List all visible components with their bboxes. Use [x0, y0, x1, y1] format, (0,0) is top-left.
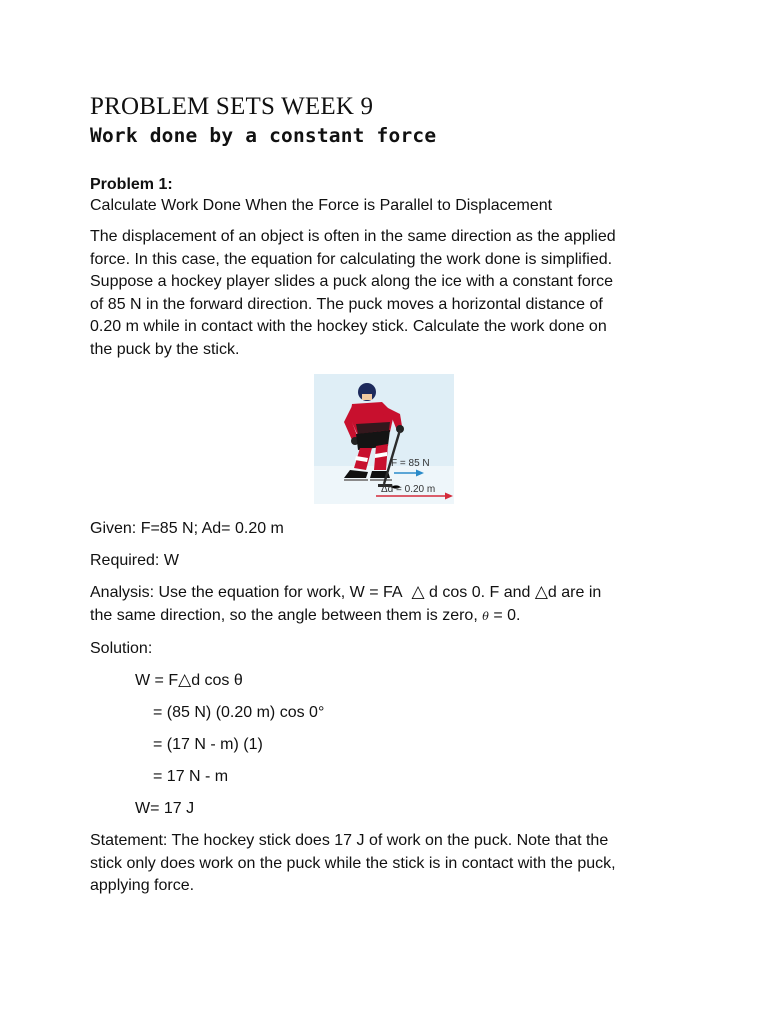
analysis-text: = 0.	[493, 606, 521, 624]
intro-line: Suppose a hockey player slides a puck along the ice with a constant force	[90, 273, 613, 290]
document-page	[90, 92, 680, 898]
statement-line: Statement: The hockey stick does 17 J of work on the puck. Note that the	[90, 832, 609, 849]
analysis-line-2	[90, 605, 680, 629]
hockey-figure	[314, 374, 454, 504]
analysis-text: d cos 0. F and	[429, 584, 531, 601]
hockey-player-illustration	[314, 374, 454, 504]
problem-heading: Calculate Work Done When the Force is Parallel to Displacement	[90, 197, 553, 214]
solution-equation-1	[135, 670, 680, 692]
analysis-paragraph	[90, 582, 680, 628]
solution-label: Solution:	[90, 640, 153, 657]
analysis-text: d are in	[547, 584, 602, 601]
displacement-label: Δd = 0.20 m	[381, 484, 436, 495]
page-title: PROBLEM SETS WEEK 9	[90, 93, 374, 120]
problem-intro-paragraph	[90, 226, 680, 361]
intro-line: of 85 N in the forward direction. The puck moves a horizontal distance of	[90, 295, 603, 313]
force-label: F = 85 N	[391, 458, 430, 469]
statement-line: stick only does work on the puck while the stick is in contact with the puck,	[90, 854, 616, 872]
delta-icon: △	[178, 670, 192, 690]
required-text: Required: W	[90, 552, 179, 569]
intro-line: force. In this case, the equation for calculating the work done is simplified.	[90, 250, 613, 268]
intro-line: 0.20 m while in contact with the hockey stick. Calculate the work done on	[90, 318, 607, 335]
analysis-line-1	[90, 582, 680, 605]
delta-icon: △	[534, 582, 548, 602]
solution-result: W= 17 J	[135, 800, 195, 817]
analysis-text: the same direction, so the angle between them is zero,	[90, 606, 478, 624]
given-text: Given: F=85 N; Ad= 0.20 m	[90, 520, 284, 537]
page-subtitle: Work done by a constant force	[90, 124, 437, 147]
solution-equation-2: = (85 N) (0.20 m) cos 0°	[153, 704, 325, 721]
analysis-text: Analysis: Use the equation for work, W = FA	[90, 584, 403, 601]
intro-line: The displacement of an object is often in the same direction as the applied	[90, 228, 616, 245]
problem-label: Problem 1:	[90, 176, 173, 193]
delta-icon: △	[411, 582, 425, 602]
solution-equation-4: = 17 N - m	[153, 768, 229, 785]
equation-text: d cos θ	[191, 672, 243, 689]
statement-line: applying force.	[90, 877, 195, 894]
theta-symbol: θ	[482, 609, 489, 623]
statement-paragraph	[90, 830, 680, 898]
intro-line: the puck by the stick.	[90, 340, 240, 358]
equation-text: W = F	[135, 672, 179, 689]
solution-equation-3: = (17 N - m) (1)	[153, 736, 263, 753]
